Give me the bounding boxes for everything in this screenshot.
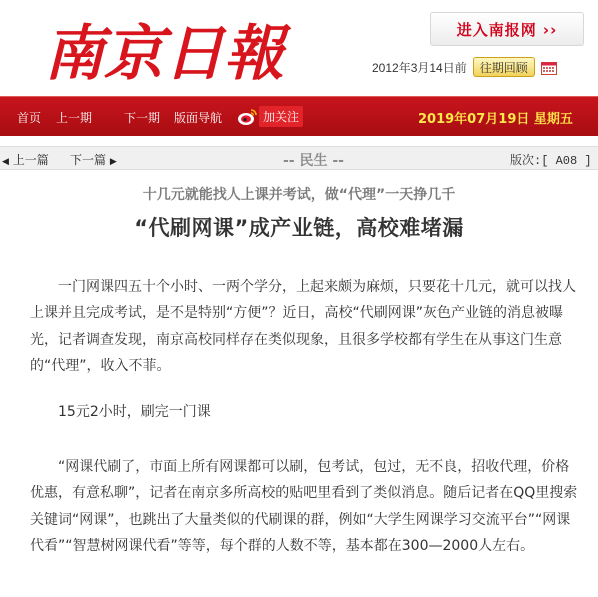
nav-prev-issue[interactable]: 上一期 xyxy=(56,111,93,125)
past-issues-label: 往期回顾 xyxy=(479,60,528,75)
nav-home[interactable]: 首页 xyxy=(17,111,42,125)
newspaper-logo[interactable] xyxy=(44,8,284,90)
article-paragraph: “网课代刷了，市面上所有网课都可以刷，包考试，包过，无不良，招收代理，价格优惠，有意私聊”，记者在南京多所高校的贴吧里看到了类似消息。随后记者在QQ里搜索关键词“网课”，也跳出了大量类似的代刷课的群，例如“大学生网课学习交流平台”“网课代看”“智慧树网课代看”等等，每个群的人数不等，基本都在300—2000人左右。 xyxy=(30,459,578,555)
calendar-icon[interactable] xyxy=(541,60,557,74)
archive-date: 2012年3月14日前 xyxy=(372,60,467,75)
enter-site-label: 进入南报网 ›› xyxy=(456,20,558,39)
prev-article-label: 上一篇 xyxy=(12,153,49,167)
edition-number: 版次:[ A08 ] xyxy=(510,154,592,168)
follow-weibo-button[interactable] xyxy=(237,106,303,127)
top-nav-bar xyxy=(0,96,598,136)
follow-label: 加关注 xyxy=(259,106,303,127)
weibo-icon xyxy=(237,108,257,126)
nav-page-navigation[interactable]: 版面导航 xyxy=(174,111,223,125)
next-article-link[interactable] xyxy=(70,151,117,168)
past-issues-button[interactable] xyxy=(473,57,535,77)
article-nav-bar xyxy=(0,146,598,170)
section-name: -- 民生 -- xyxy=(283,153,344,169)
svg-text:南京日報: 南京日報 xyxy=(44,19,284,89)
next-article-label: 下一篇 xyxy=(70,153,107,167)
header xyxy=(0,0,598,96)
issue-date: 2019年07月19日 星期五 xyxy=(418,112,573,127)
nav-next-issue[interactable]: 下一期 xyxy=(124,111,161,125)
enter-site-button[interactable] xyxy=(430,12,584,46)
archive-row xyxy=(372,56,557,78)
triangle-left-icon: ◀ xyxy=(2,157,9,167)
article-title: “代刷网课”成产业链，高校难堵漏 xyxy=(134,216,464,240)
article-subtitle: 十几元就能找人上课并考试，做“代理”一天挣几千 xyxy=(142,187,456,203)
triangle-right-icon: ▶ xyxy=(109,157,117,167)
article-paragraph: 一门网课四五十个小时、一两个学分，上起来颇为麻烦，只要花十几元，就可以找人上课并且完成考试，是不是特别“方便”？近日，高校“代刷网课”灰色产业链的消息被曝光，记者调查发现，南京高校同样存在类似现象，且很多学校都有学生在从事这门生意的“代理”，收入不菲。 xyxy=(30,279,576,375)
article-subheading: 15元2小时，刷完一门课 xyxy=(58,404,211,420)
prev-article-link[interactable] xyxy=(2,151,49,168)
